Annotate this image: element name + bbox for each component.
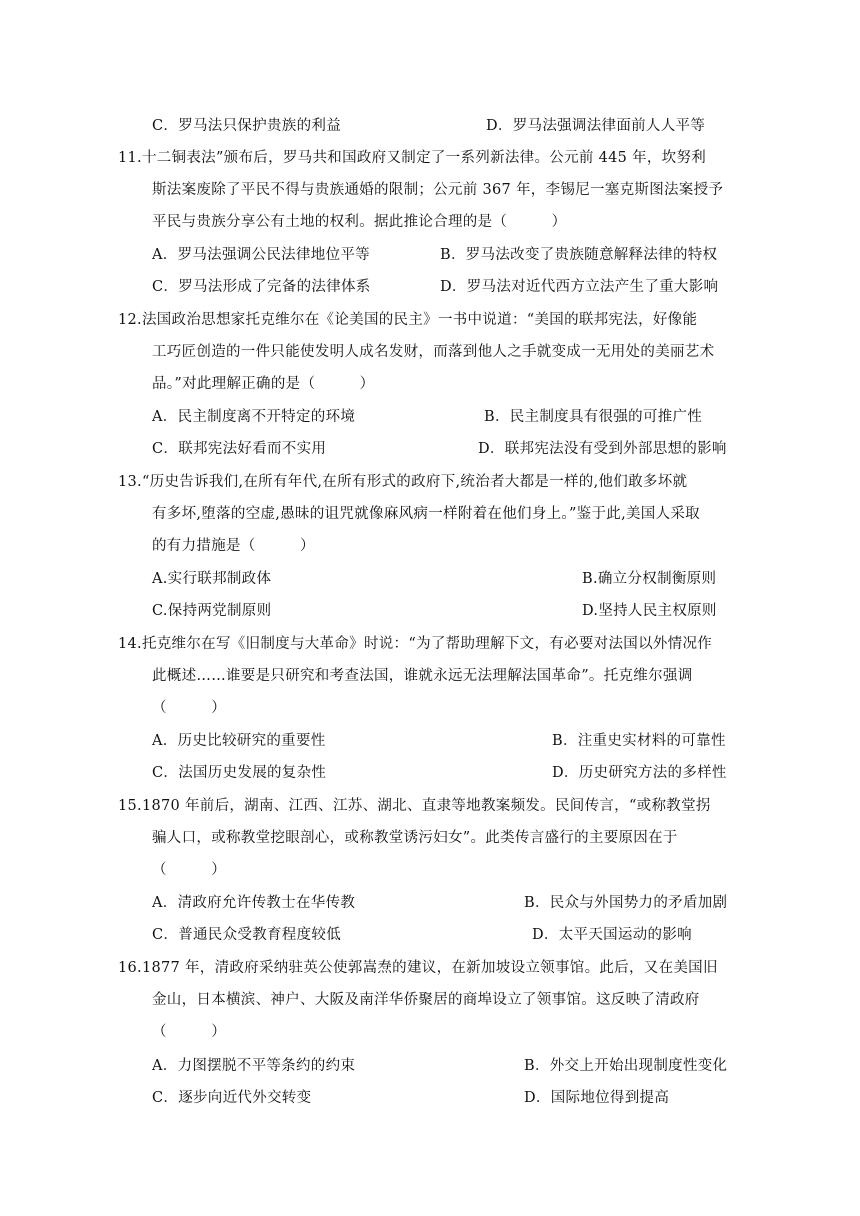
q14-option-c: C．法国历史发展的复杂性 bbox=[152, 765, 327, 781]
q15-option-c: C．普通民众受教育程度较低 bbox=[152, 927, 341, 943]
q10-option-d: D．罗马法强调法律面前人人平等 bbox=[486, 118, 706, 134]
q14-stem-line-2: 此概述……谁要是只研究和考查法国，谁就永远无法理解法国革命”。托克维尔强调 bbox=[152, 668, 693, 684]
q16-stem-line-3: （ ） bbox=[152, 1024, 226, 1040]
q11-stem-line-2: 斯法案废除了平民不得与贵族通婚的限制；公元前 367 年，李锡尼一塞克斯图法案授予 bbox=[152, 182, 724, 198]
q12-stem-line-3: 品。”对此理解正确的是（ ） bbox=[152, 376, 375, 392]
q13-option-a: A.实行联邦制政体 bbox=[152, 571, 272, 587]
q16-option-d: D．国际地位得到提高 bbox=[524, 1090, 670, 1106]
q11-option-d: D．罗马法对近代西方立法产生了重大影响 bbox=[440, 279, 719, 295]
q12-stem-line-1: 12.法国政治思想家托克维尔在《论美国的民主》一书中说道：“美国的联邦宪法，好像能 bbox=[118, 312, 698, 328]
q14-option-d: D．历史研究方法的多样性 bbox=[552, 765, 727, 781]
q13-option-c: C.保持两党制原则 bbox=[152, 603, 272, 619]
q12-option-b: B．民主制度具有很强的可推广性 bbox=[484, 409, 703, 425]
q11-stem-line-3: 平民与贵族分享公有土地的权利。据此推论合理的是（ ） bbox=[152, 214, 567, 230]
q12-option-a: A．民主制度离不开特定的环境 bbox=[152, 409, 356, 425]
q14-option-a: A．历史比较研究的重要性 bbox=[152, 733, 326, 749]
q13-option-d: D.坚持人民主权原则 bbox=[582, 603, 717, 619]
q16-stem-line-1: 16.1877 年，清政府采纳驻英公使郭嵩焘的建议，在新加坡设立领事馆。此后，又在美国旧 bbox=[118, 960, 718, 976]
q12-option-d: D．联邦宪法没有受到外部思想的影响 bbox=[478, 441, 727, 457]
q15-stem-line-1: 15.1870 年前后，湖南、江西、江苏、湖北、直隶等地教案频发。民间传言，“或称教堂拐 bbox=[118, 798, 711, 814]
q12-stem-line-2: 工巧匠创造的一件只能使发明人成名发财，而落到他人之手就变成一无用处的美丽艺术 bbox=[152, 344, 715, 360]
q13-stem-line-3: 的有力措施是（ ） bbox=[152, 538, 315, 554]
q14-stem-line-3: （ ） bbox=[152, 700, 226, 716]
q14-stem-line-1: 14.托克维尔在写《旧制度与大革命》时说：“为了帮助理解下文，有必要对法国以外情况作 bbox=[118, 636, 713, 652]
q16-stem-line-2: 金山，日本横滨、神户、大阪及南洋华侨聚居的商埠设立了领事馆。这反映了清政府 bbox=[152, 992, 700, 1008]
q11-stem-line-1: 11.十二铜表法”颁布后，罗马共和国政府又制定了一系列新法律。公元前 445 年，坎努利 bbox=[118, 150, 707, 166]
q16-option-c: C．逐步向近代外交转变 bbox=[152, 1090, 312, 1106]
q15-option-b: B．民众与外国势力的矛盾加剧 bbox=[524, 895, 728, 911]
q15-stem-line-2: 骗人口，或称教堂挖眼剖心，或称教堂诱污妇女”。此类传言盛行的主要原因在于 bbox=[152, 830, 678, 846]
q15-option-a: A．清政府允许传教士在华传教 bbox=[152, 895, 356, 911]
q13-option-b: B.确立分权制衡原则 bbox=[582, 571, 717, 587]
q11-option-b: B．罗马法改变了贵族随意解释法律的特权 bbox=[440, 247, 718, 263]
q10-option-c: C．罗马法只保护贵族的利益 bbox=[152, 118, 341, 134]
q15-stem-line-3: （ ） bbox=[152, 862, 226, 878]
q12-option-c: C．联邦宪法好看而不实用 bbox=[152, 441, 327, 457]
q16-option-a: A．力图摆脱不平等条约的约束 bbox=[152, 1058, 356, 1074]
q11-option-c: C．罗马法形成了完备的法律体系 bbox=[152, 279, 371, 295]
q13-stem-line-2: 有多坏,堕落的空虚,愚昧的诅咒就像麻风病一样附着在他们身上。”鉴于此,美国人采取 bbox=[152, 506, 700, 522]
q15-option-d: D．太平天国运动的影响 bbox=[532, 927, 692, 943]
q13-stem-line-1: 13.“历史告诉我们,在所有年代,在所有形式的政府下,统治者大都是一样的,他们敢多坏就 bbox=[118, 474, 688, 490]
q16-option-b: B．外交上开始出现制度性变化 bbox=[524, 1058, 728, 1074]
q14-option-b: B．注重史实材料的可靠性 bbox=[552, 733, 726, 749]
q11-option-a: A．罗马法强调公民法律地位平等 bbox=[152, 247, 370, 263]
